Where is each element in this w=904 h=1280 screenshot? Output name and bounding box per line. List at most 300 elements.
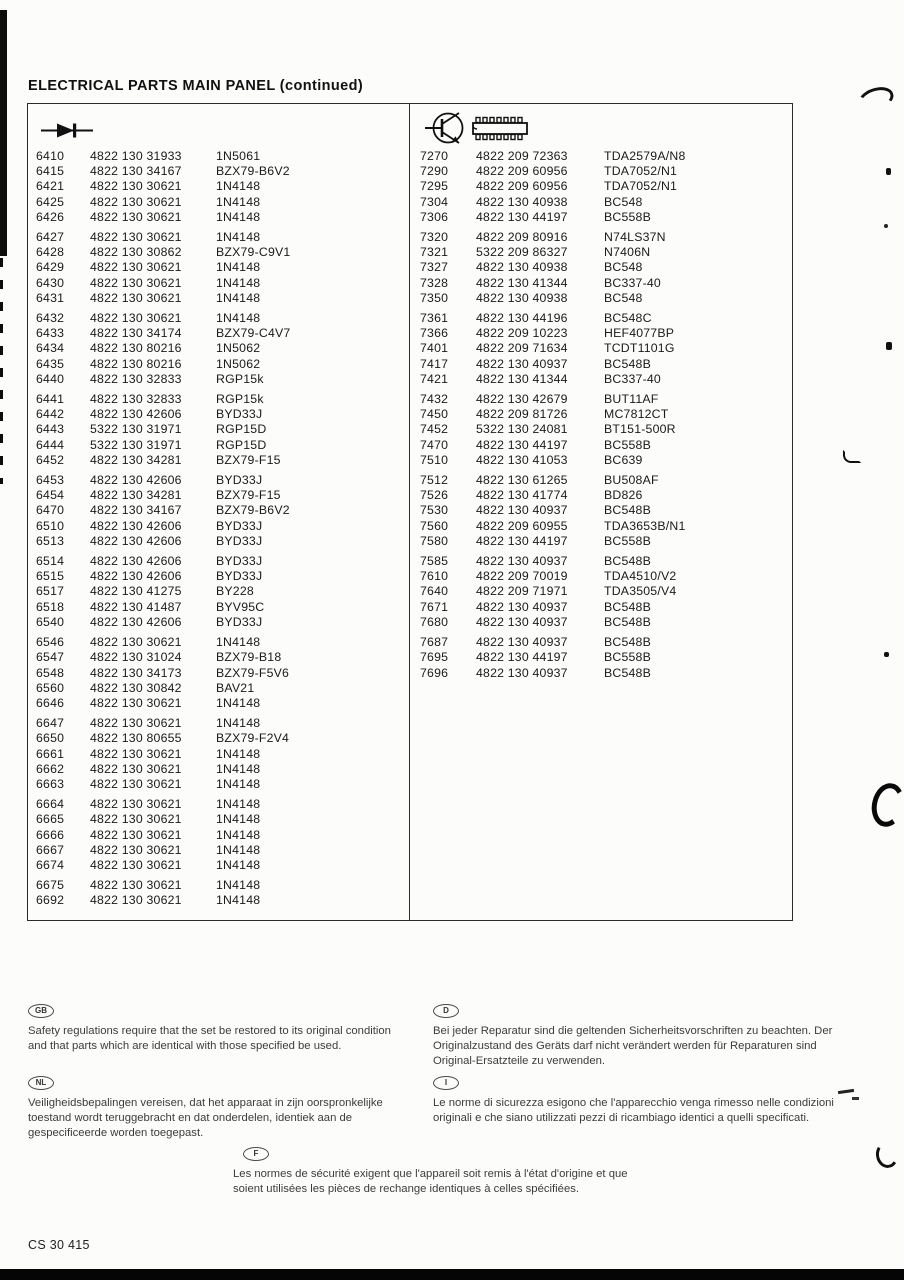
part-service-code: 4822 130 30621: [90, 311, 182, 326]
part-row: [36, 372, 409, 387]
part-service-code: 4822 130 30621: [90, 776, 182, 791]
part-service-code: 4822 209 10223: [476, 326, 568, 341]
parts-group: [36, 473, 409, 549]
part-type: 1N4148: [216, 857, 261, 872]
part-service-code: 5322 130 31971: [90, 437, 182, 452]
part-row: [420, 164, 792, 179]
part-row: [420, 291, 792, 306]
part-service-code: 4822 130 80655: [90, 731, 182, 746]
part-type: 1N4148: [216, 290, 261, 305]
part-row: [36, 731, 409, 746]
part-row: [36, 812, 409, 827]
part-type: BC337-40: [604, 371, 661, 386]
part-position: 6434: [36, 341, 65, 356]
part-position: 7327: [420, 260, 449, 275]
part-row: [36, 747, 409, 762]
parts-group: [36, 230, 409, 306]
part-row: [420, 534, 792, 549]
part-service-code: 4822 130 42606: [90, 518, 182, 533]
part-service-code: 4822 130 42606: [90, 569, 182, 584]
part-row: [36, 195, 409, 210]
transistor-icon: [425, 109, 469, 152]
part-row: [420, 488, 792, 503]
part-type: BYD33J: [216, 473, 263, 488]
part-service-code: 4822 130 30621: [90, 260, 182, 275]
language-badge-i: I: [433, 1076, 459, 1090]
part-row: [420, 569, 792, 584]
part-service-code: 4822 209 60955: [476, 518, 568, 533]
part-type: 1N4148: [216, 209, 261, 224]
parts-group: [36, 149, 409, 225]
part-row: [36, 164, 409, 179]
part-row: [36, 878, 409, 893]
part-service-code: 4822 130 40938: [476, 290, 568, 305]
part-position: 6514: [36, 554, 65, 569]
part-type: BY228: [216, 584, 254, 599]
part-position: 7421: [420, 371, 449, 386]
part-row: [420, 149, 792, 164]
part-position: 6410: [36, 149, 65, 163]
part-service-code: 4822 130 30621: [90, 179, 182, 194]
part-type: BC548: [604, 260, 643, 275]
part-type: BZX79-F15: [216, 488, 281, 503]
parts-group: [36, 797, 409, 873]
part-type: RGP15k: [216, 371, 264, 386]
part-row: [36, 276, 409, 291]
part-row: [36, 696, 409, 711]
part-service-code: 4822 130 30621: [90, 209, 182, 224]
part-row: [36, 291, 409, 306]
part-service-code: 4822 130 44197: [476, 437, 568, 452]
part-row: [36, 615, 409, 630]
part-service-code: 4822 130 42606: [90, 554, 182, 569]
part-type: BC337-40: [604, 275, 661, 290]
part-row: [420, 392, 792, 407]
language-badge-nl: NL: [28, 1076, 54, 1090]
part-service-code: 4822 130 30621: [90, 194, 182, 209]
safety-note-text: Veiligheidsbepalingen vereisen, dat het apparaat in zijn oorspronkelijke toestand wordt teruggebracht en dat onderdelen, identiek aan de gespecificeerde worden toegepast.: [28, 1097, 383, 1139]
part-position: 7530: [420, 503, 449, 518]
part-service-code: 4822 130 30621: [90, 797, 182, 812]
part-position: 6661: [36, 746, 65, 761]
part-type: 1N4148: [216, 275, 261, 290]
part-row: [36, 519, 409, 534]
part-type: BYD33J: [216, 518, 263, 533]
part-position: 6560: [36, 680, 65, 695]
part-position: 7680: [420, 614, 449, 629]
part-type: 1N4148: [216, 635, 261, 650]
safety-note-text: Les normes de sécurité exigent que l'appareil soit remis à l'état d'origine et que soient utilisées les pièces de rechange identiques à celles spécifiées.: [233, 1168, 628, 1195]
scan-artifact-curl: [868, 780, 904, 830]
part-type: MC7812CT: [604, 407, 669, 422]
part-service-code: 4822 130 40938: [476, 260, 568, 275]
part-service-code: 4822 130 31024: [90, 650, 182, 665]
part-position: 7526: [420, 488, 449, 503]
part-row: [420, 666, 792, 681]
part-type: BC548B: [604, 614, 652, 629]
part-position: 7450: [420, 407, 449, 422]
part-position: 7295: [420, 179, 449, 194]
part-position: 7320: [420, 230, 449, 245]
part-row: [36, 245, 409, 260]
scan-artifact-dash: [838, 1089, 854, 1094]
part-type: 1N4148: [216, 878, 261, 893]
part-type: HEF4077BP: [604, 326, 675, 341]
part-type: BC548B: [604, 554, 652, 569]
part-position: 7580: [420, 533, 449, 548]
safety-note-i: [433, 1075, 837, 1126]
part-position: 6513: [36, 533, 65, 548]
part-position: 6440: [36, 371, 65, 386]
part-row: [420, 357, 792, 372]
part-position: 6453: [36, 473, 65, 488]
part-service-code: 4822 130 40938: [476, 194, 568, 209]
part-row: [36, 311, 409, 326]
part-type: 1N4148: [216, 179, 261, 194]
part-service-code: 4822 130 41487: [90, 599, 182, 614]
part-service-code: 4822 130 42679: [476, 392, 568, 407]
part-row: [36, 453, 409, 468]
part-row: [36, 777, 409, 792]
part-type: BZX79-B18: [216, 650, 282, 665]
part-type: 1N4148: [216, 311, 261, 326]
part-type: BYD33J: [216, 554, 263, 569]
part-row: [36, 260, 409, 275]
part-type: 1N4148: [216, 761, 261, 776]
part-type: BC639: [604, 452, 643, 467]
part-position: 6650: [36, 731, 65, 746]
part-type: BYD33J: [216, 407, 263, 422]
part-service-code: 4822 130 31933: [90, 149, 182, 163]
part-position: 6431: [36, 290, 65, 305]
part-row: [36, 326, 409, 341]
parts-group: [420, 554, 792, 630]
part-type: BD826: [604, 488, 643, 503]
parts-group: [420, 149, 792, 225]
part-row: [36, 357, 409, 372]
part-position: 7321: [420, 245, 449, 260]
part-position: 6547: [36, 650, 65, 665]
part-service-code: 4822 130 30621: [90, 878, 182, 893]
part-position: 6664: [36, 797, 65, 812]
parts-group: [420, 311, 792, 387]
part-type: BC548B: [604, 503, 652, 518]
part-service-code: 4822 130 30842: [90, 680, 182, 695]
part-service-code: 4822 209 80916: [476, 230, 568, 245]
part-service-code: 4822 130 34174: [90, 326, 182, 341]
part-service-code: 4822 130 61265: [476, 473, 568, 488]
part-row: [36, 392, 409, 407]
part-type: 1N4148: [216, 842, 261, 857]
part-position: 6428: [36, 245, 65, 260]
part-type: 1N5062: [216, 356, 261, 371]
part-type: 1N4148: [216, 260, 261, 275]
part-service-code: 4822 130 44196: [476, 311, 568, 326]
part-position: 6663: [36, 776, 65, 791]
part-service-code: 4822 130 42606: [90, 473, 182, 488]
part-service-code: 4822 130 44197: [476, 533, 568, 548]
part-row: [420, 210, 792, 225]
part-service-code: 4822 130 30621: [90, 230, 182, 245]
part-row: [36, 600, 409, 615]
part-row: [36, 681, 409, 696]
part-row: [36, 569, 409, 584]
part-row: [420, 195, 792, 210]
safety-note-d: [433, 1003, 857, 1069]
part-position: 6470: [36, 503, 65, 518]
part-row: [36, 407, 409, 422]
part-type: TDA7052/N1: [604, 179, 678, 194]
part-service-code: 4822 130 42606: [90, 614, 182, 629]
part-service-code: 4822 130 40937: [476, 503, 568, 518]
part-row: [36, 858, 409, 873]
part-position: 6454: [36, 488, 65, 503]
part-type: BC548: [604, 194, 643, 209]
part-type: RGP15D: [216, 437, 267, 452]
part-position: 6518: [36, 599, 65, 614]
part-row: [36, 716, 409, 731]
part-service-code: 4822 130 41344: [476, 275, 568, 290]
safety-note-gb: [28, 1003, 400, 1054]
part-service-code: 4822 130 34167: [90, 503, 182, 518]
part-type: BZX79-B6V2: [216, 503, 290, 518]
part-position: 6667: [36, 842, 65, 857]
part-position: 6665: [36, 812, 65, 827]
part-type: TDA3505/V4: [604, 584, 677, 599]
part-service-code: 4822 130 32833: [90, 392, 182, 407]
part-position: 7696: [420, 665, 449, 680]
parts-column-semiconductors: [409, 104, 792, 920]
part-type: BZX79-F5V6: [216, 665, 290, 680]
part-type: BC548: [604, 290, 643, 305]
parts-group: [36, 392, 409, 468]
part-row: [36, 828, 409, 843]
part-service-code: 4822 130 34167: [90, 164, 182, 179]
part-type: 1N4148: [216, 776, 261, 791]
part-row: [420, 453, 792, 468]
part-row: [420, 615, 792, 630]
part-type: BT151-500R: [604, 422, 676, 437]
part-service-code: 4822 130 30621: [90, 827, 182, 842]
part-row: [36, 666, 409, 681]
part-row: [420, 341, 792, 356]
part-type: BYD33J: [216, 533, 263, 548]
part-position: 6674: [36, 857, 65, 872]
part-type: 1N4148: [216, 194, 261, 209]
parts-group: [36, 311, 409, 387]
part-position: 7560: [420, 518, 449, 533]
part-position: 6666: [36, 827, 65, 842]
part-service-code: 4822 130 30621: [90, 842, 182, 857]
part-type: BZX79-C4V7: [216, 326, 291, 341]
part-position: 6415: [36, 164, 65, 179]
part-type: BC558B: [604, 209, 652, 224]
part-position: 6675: [36, 878, 65, 893]
part-service-code: 4822 130 30621: [90, 761, 182, 776]
part-service-code: 4822 130 30621: [90, 716, 182, 731]
language-badge-d: D: [433, 1004, 459, 1018]
part-service-code: 4822 130 42606: [90, 533, 182, 548]
part-position: 6427: [36, 230, 65, 245]
part-type: N7406N: [604, 245, 651, 260]
part-service-code: 5322 130 31971: [90, 422, 182, 437]
page-title: ELECTRICAL PARTS MAIN PANEL (continued): [28, 78, 364, 94]
scan-artifact-dot: [884, 224, 888, 228]
part-service-code: 4822 130 40937: [476, 614, 568, 629]
part-type: 1N4148: [216, 230, 261, 245]
scan-artifact-left-dashes: [0, 258, 3, 484]
part-row: [36, 341, 409, 356]
part-row: [36, 230, 409, 245]
part-type: BC558B: [604, 650, 652, 665]
part-service-code: 4822 130 41344: [476, 371, 568, 386]
scan-artifact-hook: [843, 450, 861, 463]
part-row: [36, 179, 409, 194]
part-position: 7640: [420, 584, 449, 599]
part-service-code: 4822 130 42606: [90, 407, 182, 422]
part-position: 6444: [36, 437, 65, 452]
parts-group: [36, 878, 409, 908]
part-row: [420, 311, 792, 326]
part-row: [420, 503, 792, 518]
part-position: 6425: [36, 194, 65, 209]
part-position: 7671: [420, 599, 449, 614]
part-type: BU508AF: [604, 473, 659, 488]
part-type: BC548B: [604, 599, 652, 614]
part-service-code: 4822 130 80216: [90, 356, 182, 371]
part-row: [420, 584, 792, 599]
part-type: 1N4148: [216, 746, 261, 761]
part-service-code: 4822 130 34281: [90, 452, 182, 467]
parts-rows-left: [28, 149, 409, 909]
part-position: 6433: [36, 326, 65, 341]
scan-artifact-dot: [886, 168, 891, 175]
part-type: 1N4148: [216, 695, 261, 710]
part-type: BC558B: [604, 533, 652, 548]
part-type: TDA7052/N1: [604, 164, 678, 179]
part-type: BC548B: [604, 635, 652, 650]
part-row: [36, 584, 409, 599]
part-service-code: 4822 130 34281: [90, 488, 182, 503]
part-service-code: 4822 130 40937: [476, 599, 568, 614]
part-service-code: 4822 209 72363: [476, 149, 568, 163]
part-type: 1N4148: [216, 827, 261, 842]
parts-group: [36, 635, 409, 711]
part-position: 6452: [36, 452, 65, 467]
parts-group: [420, 230, 792, 306]
part-position: 7417: [420, 356, 449, 371]
safety-note-text: Le norme di sicurezza esigono che l'apparecchio venga rimesso nelle condizioni originali e che siano utilizzati pezzi di ricambiago identici a quelli specificati.: [433, 1097, 834, 1124]
part-service-code: 4822 130 41275: [90, 584, 182, 599]
part-position: 7290: [420, 164, 449, 179]
part-row: [420, 650, 792, 665]
part-row: [420, 422, 792, 437]
ic-icon: [470, 115, 530, 147]
part-row: [36, 762, 409, 777]
scan-artifact-bottom-bar: [0, 1269, 904, 1280]
part-type: N74LS37N: [604, 230, 666, 245]
part-position: 6692: [36, 893, 65, 908]
part-position: 6647: [36, 716, 65, 731]
part-type: BAV21: [216, 680, 255, 695]
parts-column-diodes: [28, 104, 409, 920]
part-row: [36, 149, 409, 164]
part-position: 6646: [36, 695, 65, 710]
part-service-code: 4822 130 34173: [90, 665, 182, 680]
part-row: [420, 276, 792, 291]
part-row: [36, 210, 409, 225]
column-header-semiconductors: [410, 104, 792, 149]
part-row: [420, 407, 792, 422]
part-type: 1N5062: [216, 341, 261, 356]
scan-artifact-curl: [874, 1140, 900, 1169]
part-service-code: 4822 209 60956: [476, 179, 568, 194]
part-position: 6429: [36, 260, 65, 275]
part-position: 7610: [420, 569, 449, 584]
part-position: 7306: [420, 209, 449, 224]
part-type: BZX79-C9V1: [216, 245, 291, 260]
part-position: 6443: [36, 422, 65, 437]
part-service-code: 4822 130 30621: [90, 746, 182, 761]
part-row: [420, 230, 792, 245]
scan-artifact-dash: [852, 1097, 859, 1100]
part-type: TCDT1101G: [604, 341, 675, 356]
scan-artifact-curl: [855, 83, 896, 115]
part-position: 6421: [36, 179, 65, 194]
part-position: 7585: [420, 554, 449, 569]
part-type: BZX79-F2V4: [216, 731, 290, 746]
part-position: 7432: [420, 392, 449, 407]
part-position: 7510: [420, 452, 449, 467]
part-position: 6662: [36, 761, 65, 776]
part-service-code: 4822 130 41053: [476, 452, 568, 467]
scan-artifact-dot: [886, 342, 892, 350]
parts-table: [27, 103, 793, 921]
part-service-code: 4822 130 30621: [90, 857, 182, 872]
part-row: [36, 843, 409, 858]
part-type: 1N4148: [216, 797, 261, 812]
part-service-code: 4822 130 44197: [476, 209, 568, 224]
parts-group: [420, 473, 792, 549]
part-type: BYD33J: [216, 614, 263, 629]
part-row: [36, 503, 409, 518]
part-service-code: 4822 130 30862: [90, 245, 182, 260]
safety-note-f: [233, 1146, 653, 1197]
part-type: TDA4510/V2: [604, 569, 677, 584]
parts-group: [420, 635, 792, 681]
part-row: [36, 422, 409, 437]
part-position: 6430: [36, 275, 65, 290]
part-service-code: 4822 130 44197: [476, 650, 568, 665]
part-row: [36, 650, 409, 665]
part-type: BZX79-B6V2: [216, 164, 290, 179]
part-service-code: 4822 209 81726: [476, 407, 568, 422]
part-row: [36, 488, 409, 503]
part-type: BC548B: [604, 356, 652, 371]
part-type: BYD33J: [216, 569, 263, 584]
part-row: [36, 554, 409, 569]
part-type: 1N4148: [216, 812, 261, 827]
part-position: 7512: [420, 473, 449, 488]
scan-artifact-left-strip: [0, 10, 7, 256]
part-position: 6441: [36, 392, 65, 407]
part-position: 7687: [420, 635, 449, 650]
parts-group: [36, 716, 409, 792]
part-position: 7350: [420, 290, 449, 305]
part-service-code: 4822 209 70019: [476, 569, 568, 584]
part-service-code: 4822 130 30621: [90, 893, 182, 908]
part-type: 1N5061: [216, 149, 261, 163]
